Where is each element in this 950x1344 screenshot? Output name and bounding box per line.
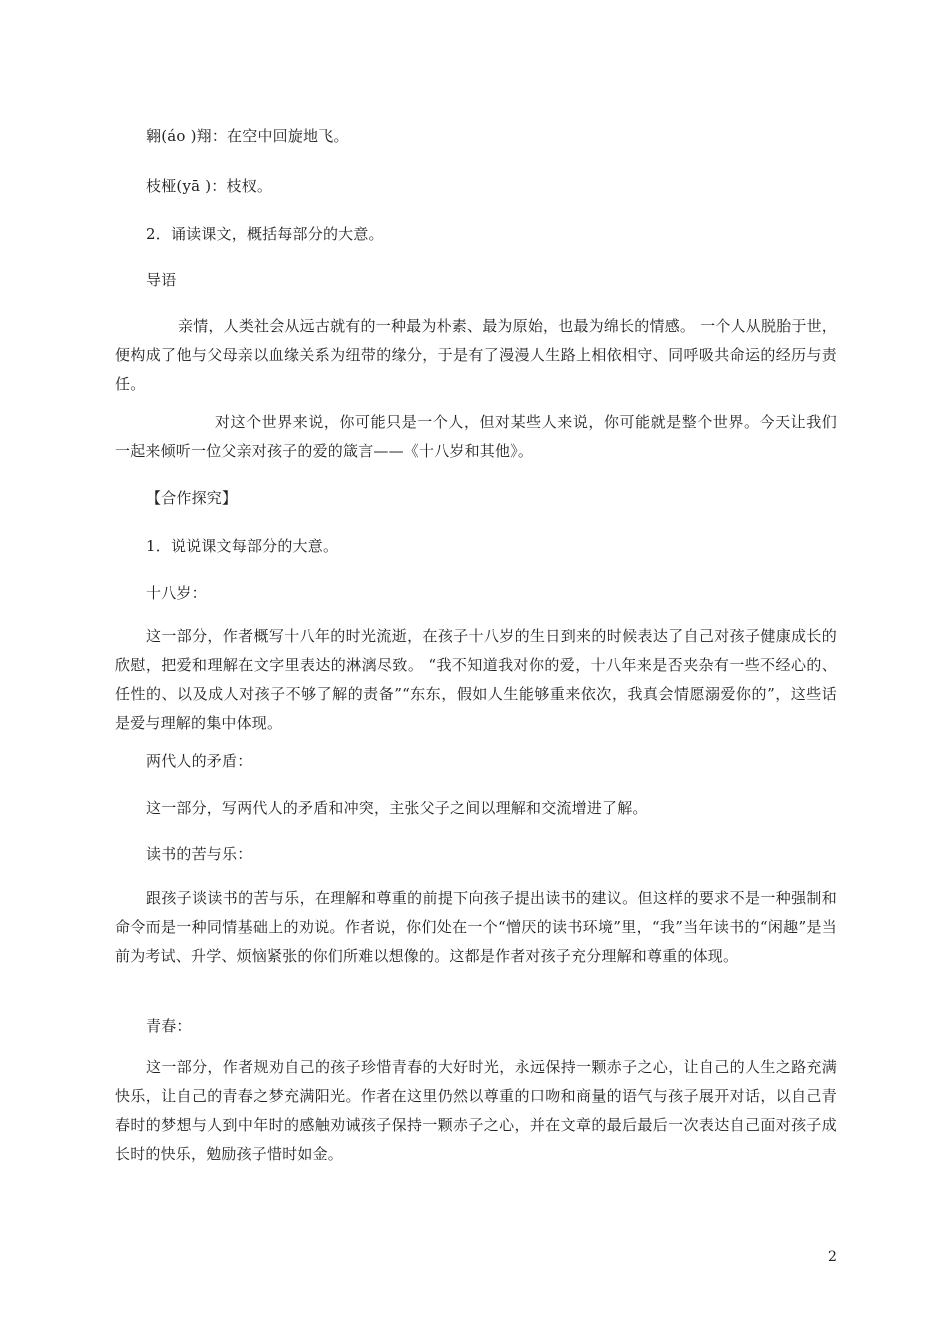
part-title-eighteen: 十八岁： [146,584,207,602]
task-1: 1．说说课文每部分的大意。 [146,537,339,555]
part-title-youth: 青春： [146,1017,192,1035]
part-title-reading: 读书的苦与乐： [146,845,253,863]
vocab-item-zhiya: 枝桠(yā )：枝杈。 [146,177,273,195]
intro-heading: 导语 [146,271,177,289]
section-heading: 【合作探究】 [146,489,238,507]
part-text-eighteen: 这一部分，作者概写十八年的时光流逝，在孩子十八岁的生日到来的时候表达了自己对孩子健康成长的欣慰，把爱和理解在文字里表达的淋漓尽致。 “我不知道我对你的爱，十八年来是否夹杂有一些不经心的、任性的、以及成人对孩子不够了解的责备”“东东，假如人生能够重来依次，我真会情愿溺爱你的”，这些话是爱与理解的集中体现。 [115,627,837,732]
part-title-two-generations: 两代人的矛盾： [146,752,253,770]
intro-paragraph-2: 对这个世界来说，你可能只是一个人，但对某些人来说，你可能就是整个世界。今天让我们一起来倾听一位父亲对孩子的爱的箴言——《十八岁和其他》。 [115,413,837,460]
part-text-youth: 这一部分，作者规劝自己的孩子珍惜青春的大好时光，永远保持一颗赤子之心，让自己的人生之路充满快乐，让自己的青春之梦充满阳光。作者在这里仍然以尊重的口吻和商量的语气与孩子展开对话，以自己青春时的梦想与人到中年时的感触劝诫孩子保持一颗赤子之心，并在文章的最后最后一次表达自己面对孩子成长时的快乐，勉励孩子惜时如金。 [115,1058,837,1163]
part-text-reading: 跟孩子谈读书的苦与乐，在理解和尊重的前提下向孩子提出读书的建议。但这样的要求不是一种强制和命令而是一种同情基础上的劝说。作者说，你们处在一个“憎厌的读书环境”里，“我”当年读书的“闲趣”是当前为考试、升学、烦恼紧张的你们所难以想像的。这都是作者对孩子充分理解和尊重的体现。 [115,889,837,965]
page-number: 2 [828,1249,837,1265]
vocab-item-aoxiang: 翱(áo )翔：在空中回旋地飞。 [146,127,349,145]
intro-paragraph-1: 亲情，人类社会从远古就有的一种最为朴素、最为原始，也最为绵长的情感。 一个人从脱胎于世，便构成了他与父母亲以血缘关系为纽带的缘分，于是有了漫漫人生路上相依相守、同呼吸共命运的经历与责任。 [115,317,837,393]
part-text-two-generations: 这一部分，写两代人的矛盾和冲突，主张父子之间以理解和交流增进了解。 [146,799,648,817]
task-2: 2．诵读课文，概括每部分的大意。 [146,225,384,243]
